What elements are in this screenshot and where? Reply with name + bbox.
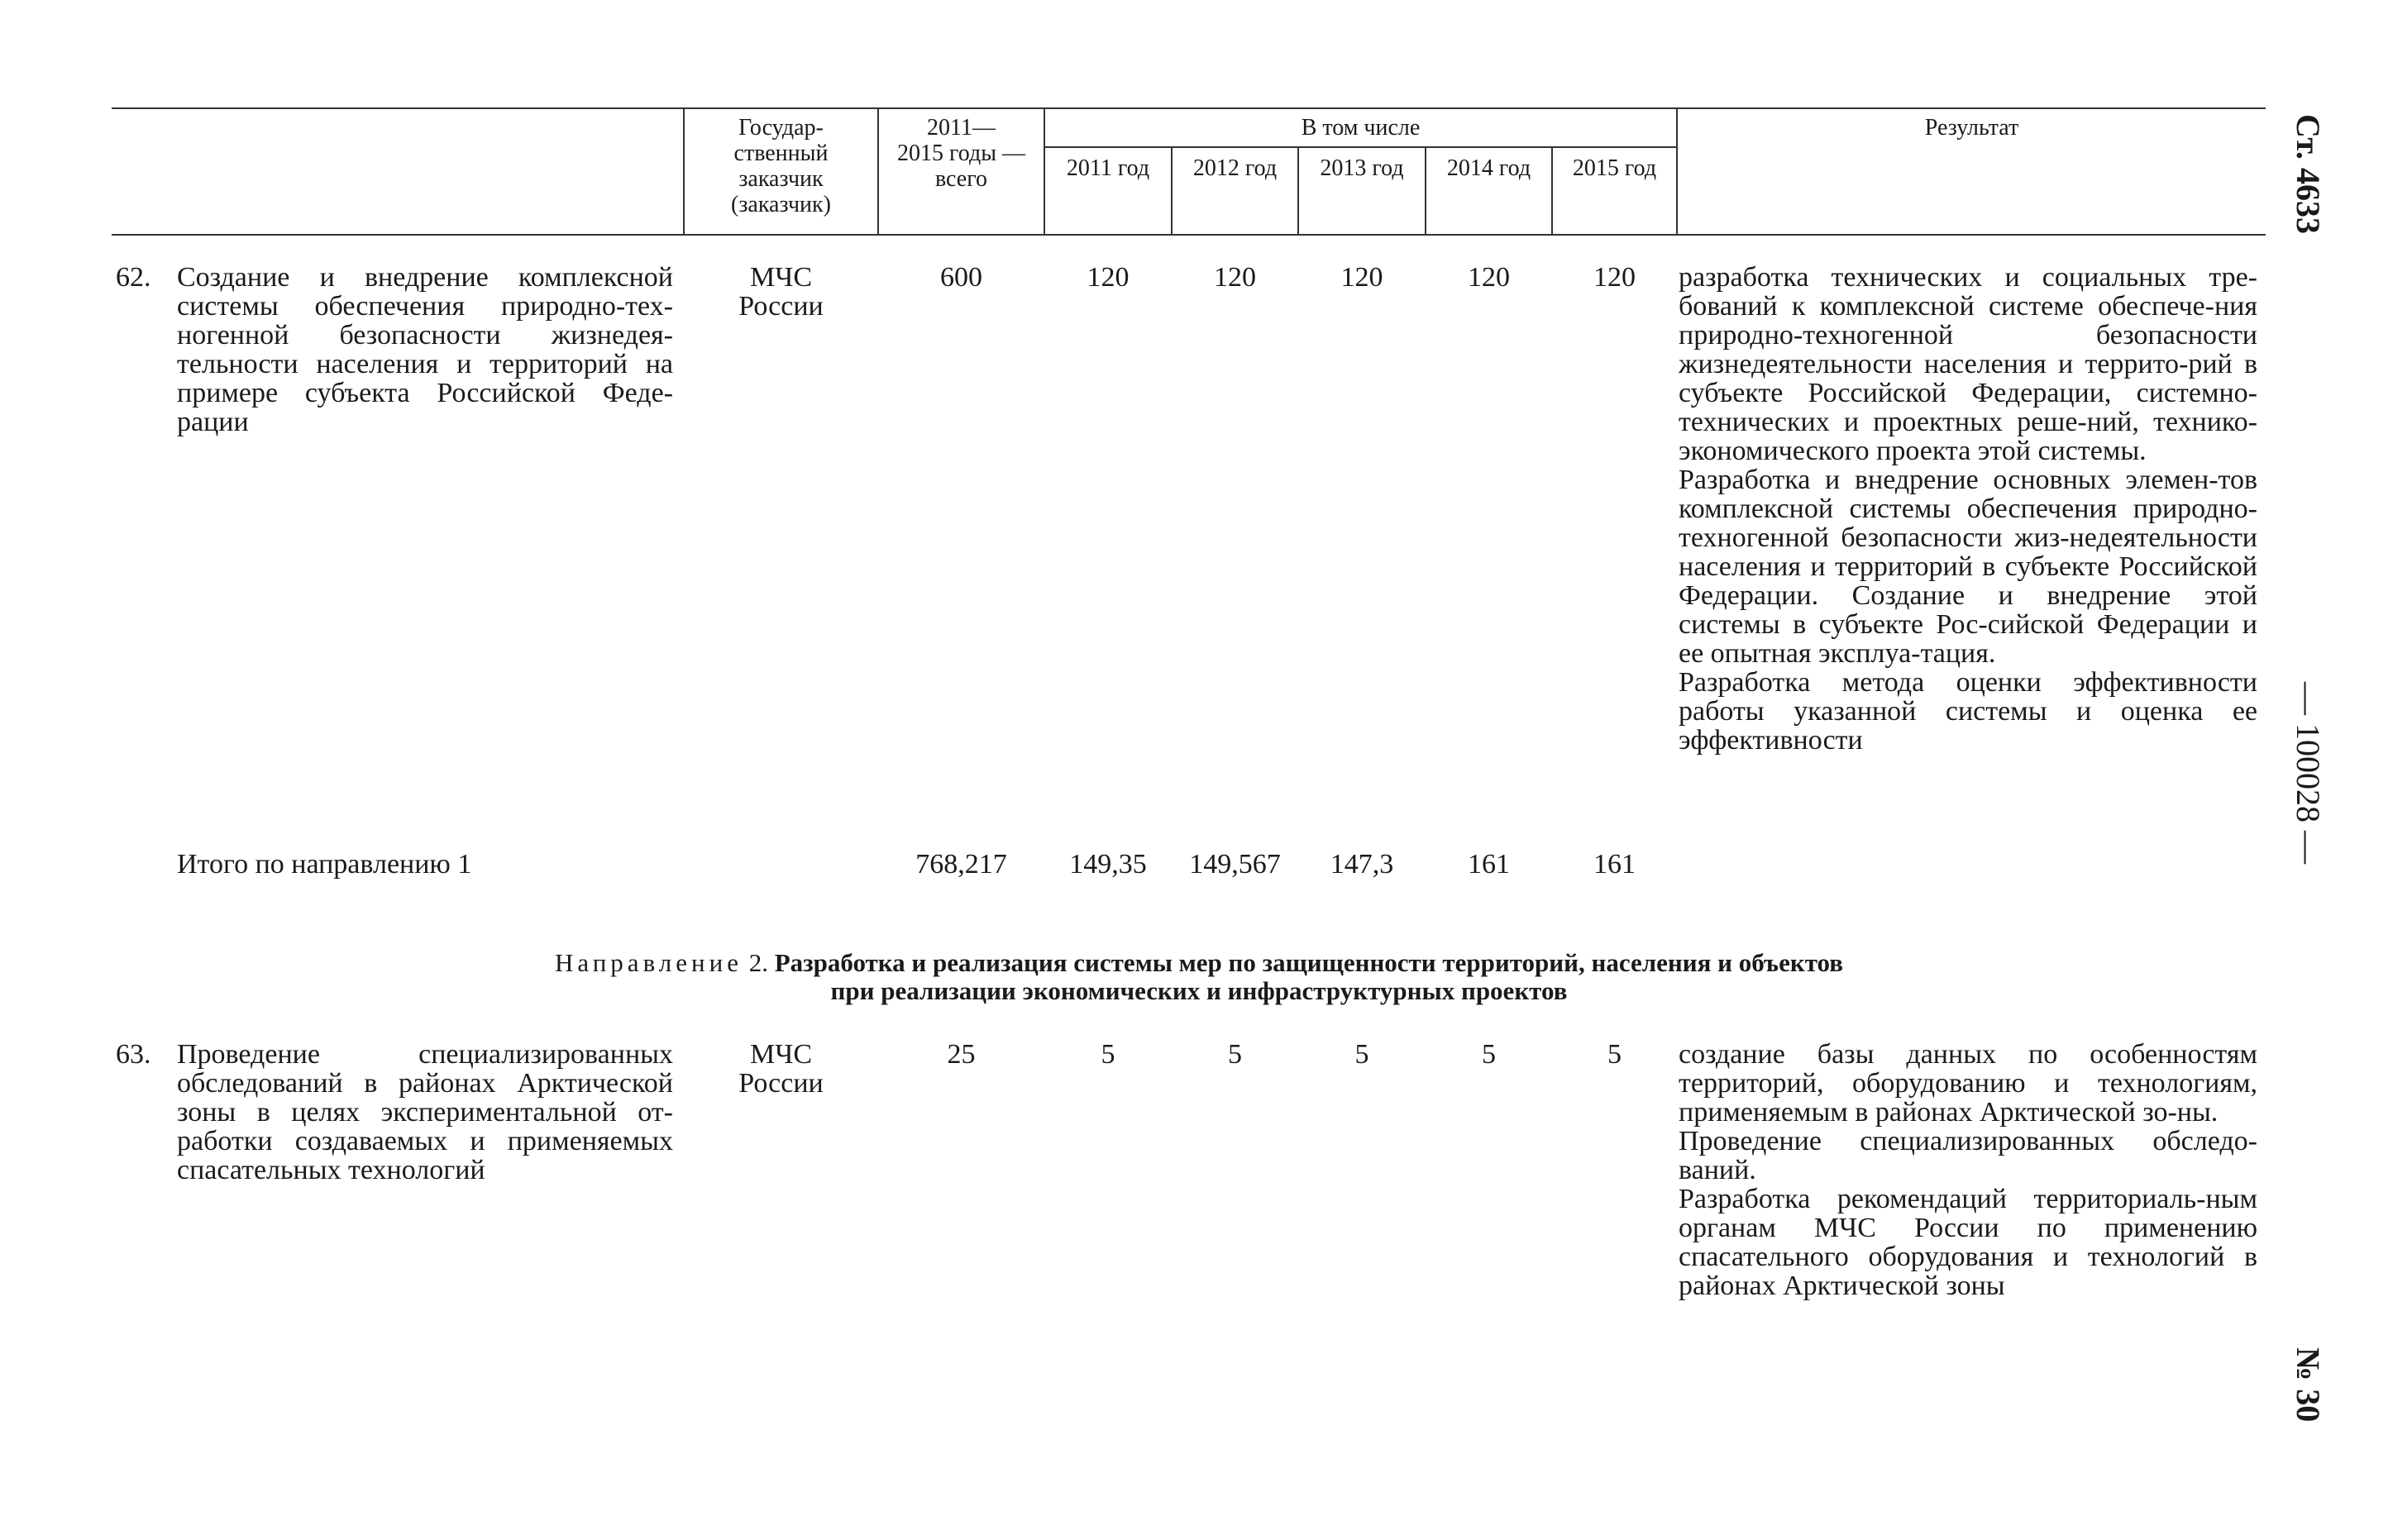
row-62-result-p3: Разработка метода оценки эффективности работы указанной системы и оценка ее эффективности — [1679, 667, 2257, 756]
row-62-result — [1679, 263, 2257, 755]
subtotal-2011: 149,35 — [1069, 849, 1147, 880]
row-62-2013: 120 — [1340, 262, 1383, 293]
header-total: 2011— 2015 годы — всего — [896, 115, 1026, 192]
header-year-2015: 2015 год — [1572, 155, 1657, 181]
table-top-rule — [112, 107, 2266, 109]
direction-heading-line1 — [331, 949, 2067, 977]
subtotal-label: Итого по направлению 1 — [177, 849, 472, 880]
row-63-2015: 5 — [1607, 1039, 1622, 1070]
row-62-2011: 120 — [1087, 262, 1130, 293]
row-62-total: 600 — [940, 262, 982, 293]
row-62-customer: МЧС России — [738, 262, 824, 322]
row-63-2012: 5 — [1228, 1039, 1242, 1070]
subtotal-2014: 161 — [1468, 849, 1510, 880]
row-63-2013: 5 — [1354, 1039, 1369, 1070]
margin-issue: № 30 — [2290, 1347, 2327, 1423]
row-62-2012: 120 — [1214, 262, 1256, 293]
including-subrule — [1044, 146, 1676, 148]
header-year-2014: 2014 год — [1446, 155, 1531, 181]
row-62-2014: 120 — [1468, 262, 1510, 293]
subtotal-2013: 147,3 — [1330, 849, 1394, 880]
margin-doc-number: — 100028 — — [2290, 682, 2327, 864]
row-63-result — [1679, 1040, 2257, 1300]
row-63-description: Проведение специализированных обследований в районах Арктической зоны в целях экспериментальной от-работки создаваемых и применяемых спасательных технологий — [177, 1039, 673, 1185]
row-63-result-p1: создание базы данных по особенностям территорий, оборудованию и технологиям, применяемым в районах Арктической зо-ны. — [1679, 1039, 2257, 1128]
subtotal-total: 768,217 — [915, 849, 1007, 880]
direction-title-line1: Разработка и реализация системы мер по защищенности территорий, населения и объектов — [774, 948, 1843, 977]
row-63-result-p2: Проведение специализированных обследо-ваний. — [1679, 1126, 2257, 1185]
row-63-total: 25 — [947, 1039, 976, 1070]
direction-prefix: Направление — [554, 948, 743, 977]
row-63-2014: 5 — [1482, 1039, 1496, 1070]
margin-article: Ст. 4633 — [2290, 114, 2327, 234]
row-63-customer: МЧС России — [738, 1039, 824, 1099]
header-result: Результат — [1924, 115, 2019, 141]
header-customer: Государ- ственный заказчик (заказчик) — [731, 115, 831, 217]
row-63-number: 63. — [116, 1039, 151, 1070]
row-63-2011: 5 — [1101, 1039, 1115, 1070]
row-62-number: 62. — [116, 262, 151, 293]
direction-heading — [331, 949, 2067, 1005]
header-year-2011: 2011 год — [1066, 155, 1150, 181]
header-including: В том числе — [1301, 115, 1421, 141]
row-62-result-p1: разработка технических и социальных тре-бований к комплексной системе обеспече-ния природно-техногенной безопасности жизнедеятельности населения и террито-рий в субъекте Российской Федерации, системно-технических и проектных реше-ний, технико-экономического проекта этой системы. — [1679, 262, 2257, 466]
direction-heading-line2 — [331, 977, 2067, 1005]
row-62-2015: 120 — [1593, 262, 1636, 293]
subtotal-2015: 161 — [1593, 849, 1636, 880]
header-year-2012: 2012 год — [1192, 155, 1278, 181]
header-bottom-rule — [112, 234, 2266, 236]
row-62-description: Создание и внедрение комплексной системы обеспечения природно-тех-ногенной безопасности жизнедея-тельности населения и территорий на примере субъекта Российской Феде-рации — [177, 262, 673, 437]
direction-title-line2: при реализации экономических и инфраструктурных проектов — [830, 976, 1568, 1005]
row-62-result-p2: Разработка и внедрение основных элемен-тов комплексной системы обеспечения природно-техногенной безопасности жиз-недеятельности населения и территорий в субъекте Российской Федерации. Создание и внедрение этой системы в субъекте Рос-сийской Федерации и ее опытная эксплуа-тация. — [1679, 465, 2257, 669]
header-year-2013: 2013 год — [1320, 155, 1404, 181]
subtotal-2012: 149,567 — [1189, 849, 1281, 880]
direction-number: 2. — [748, 948, 768, 977]
row-63-result-p3: Разработка рекомендаций территориаль-ным органам МЧС России по применению спасательного оборудования и технологий в районах Арктической зоны — [1679, 1184, 2257, 1301]
